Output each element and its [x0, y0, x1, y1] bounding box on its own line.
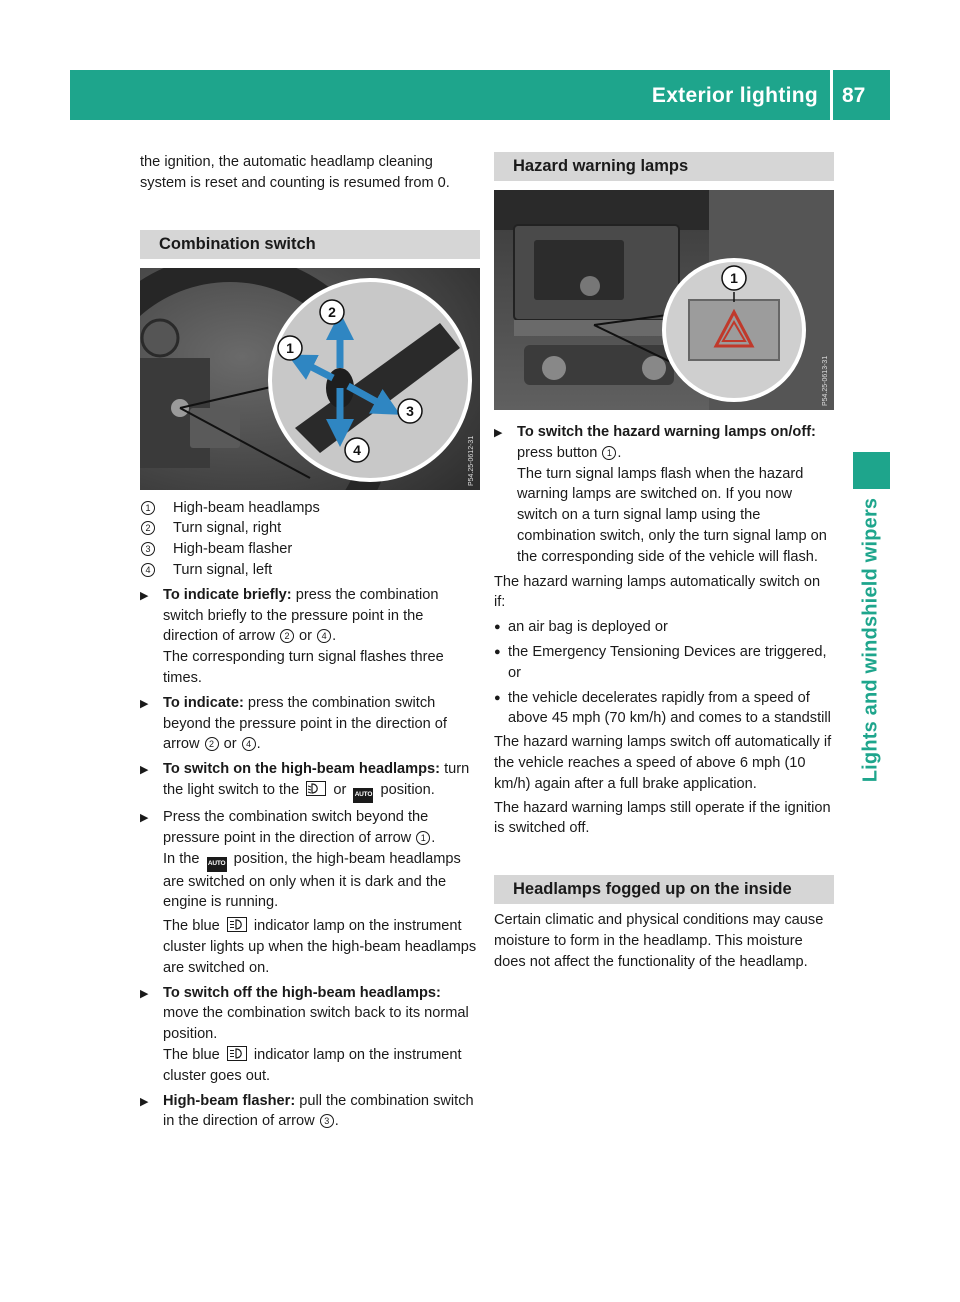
bullet-icon: ●: [494, 645, 501, 658]
hazard-switch-figure: [494, 190, 834, 410]
instruction-arrow-icon: ▶: [140, 1095, 149, 1108]
instruction-text: .: [431, 829, 436, 846]
list-item-text: the Emergency Tensioning Devices are triggered, or: [508, 643, 827, 681]
instruction-note: The blue indicator lamp on the instrument cluster lights up when the high-beam headlamps are switched on.: [163, 918, 477, 976]
bullet-icon: ●: [494, 621, 501, 634]
instruction-arrow-icon: ▶: [140, 764, 149, 777]
legend-number: 2: [141, 521, 155, 535]
ref-number: 2: [205, 737, 219, 751]
instruction-text: press the combination switch briefly to the pressure point in the direction of arrow: [163, 586, 439, 645]
auto-switch-off-text: The hazard warning lamps switch off automatically if the vehicle reaches a speed of above 6 mph (10 km/h) again after a full brake application.: [494, 734, 832, 792]
intro-line-2: system is reset and counting is resumed from 0.: [140, 174, 450, 191]
still-operate-text: The hazard warning lamps still operate if the ignition is switched off.: [494, 799, 831, 837]
ref-number: 2: [280, 629, 294, 643]
instruction-text: move the combination switch back to its normal position.: [163, 1005, 469, 1043]
instruction-note: The corresponding turn signal flashes three times.: [163, 649, 444, 686]
list-item: [494, 688, 834, 730]
ref-number: 1: [602, 446, 616, 460]
ref-number: 3: [320, 1114, 334, 1128]
instruction-text: .: [334, 1113, 339, 1130]
section-title-headlamps-fogged: Headlamps fogged up on the inside: [494, 875, 834, 904]
fog-text: Certain climatic and physical conditions may cause moisture to form in the headlamp. This moisture does not affect the functionality of the headlamp.: [494, 912, 824, 970]
header-divider: [830, 70, 833, 120]
section-title-hazard-warning-lamps: Hazard warning lamps: [494, 152, 834, 181]
high-beam-symbol-icon: [227, 1046, 247, 1061]
page-header: [70, 70, 890, 120]
legend-label: High-beam headlamps: [173, 499, 320, 516]
combination-switch-illustration: [140, 268, 480, 490]
ref-number: 1: [416, 831, 430, 845]
left-column: [140, 152, 480, 1132]
legend-item: [140, 539, 480, 560]
instruction-text: or: [219, 736, 241, 753]
auto-switch-intro: The hazard warning lamps automatically switch on if:: [494, 573, 821, 611]
instruction-indicate: [140, 693, 480, 755]
legend-number: 3: [141, 542, 155, 556]
instruction-text: pull the combination switch in the direction of arrow: [163, 1092, 474, 1130]
callout-2: [320, 300, 344, 324]
svg-text:4: 4: [353, 441, 361, 458]
figure-code: P54.25-0612-31: [468, 435, 475, 486]
legend-item: [140, 498, 480, 519]
instruction-text: position.: [376, 781, 435, 798]
chapter-side-label: Lights and windshield wipers: [859, 497, 882, 783]
instruction-text: .: [617, 444, 622, 461]
instruction-note: The blue indicator lamp on the instrument cluster goes out.: [163, 1046, 462, 1084]
callout-3: [398, 399, 422, 423]
chapter-title: Exterior lighting: [651, 84, 818, 107]
legend-item: [140, 560, 480, 581]
legend-number: 1: [141, 501, 155, 515]
callout-1: [722, 266, 746, 290]
instruction-heading: High-beam flasher:: [163, 1092, 296, 1109]
legend-label: Turn signal, right: [173, 520, 282, 537]
low-beam-symbol-icon: [306, 781, 326, 796]
instruction-heading: To indicate:: [163, 694, 244, 711]
svg-text:1: 1: [730, 270, 738, 286]
instruction-text: press the combination switch beyond the pressure point in the direction of arrow: [163, 694, 447, 753]
legend-item: [140, 518, 480, 539]
intro-line-1: the ignition, the automatic headlamp cleaning: [140, 154, 433, 170]
instruction-arrow-icon: ▶: [140, 987, 149, 1000]
page-number: 87: [842, 84, 866, 107]
instruction-indicate-briefly: [140, 585, 480, 689]
instruction-text: press button: [517, 444, 602, 461]
instruction-heading: To switch on the high-beam headlamps:: [163, 761, 441, 778]
list-item-text: an air bag is deployed or: [508, 619, 668, 636]
instruction-text: .: [256, 736, 261, 753]
ref-number: 4: [242, 737, 256, 751]
callout-1: [278, 336, 302, 360]
instruction-note: In the AUTO position, the high-beam headlamps are switched on only when it is dark and the engine is running.: [163, 850, 461, 911]
hazard-switch-illustration: [494, 190, 834, 410]
list-item: [494, 642, 834, 684]
instruction-heading: To switch off the high-beam headlamps:: [163, 984, 441, 1001]
high-beam-symbol-icon: [227, 917, 247, 932]
instruction-arrow-icon: ▶: [140, 697, 149, 710]
section-title-combination-switch: Combination switch: [140, 230, 480, 259]
instruction-text: Press the combination switch beyond the pressure point in the direction of arrow: [163, 808, 429, 846]
legend-label: High-beam flasher: [173, 541, 293, 558]
instruction-note: The turn signal lamps flash when the hazard warning lamps are switched on. If you now switch on a turn signal lamp using the combination switch, only the turn signal lamp on the corresponding side of the vehicle will flash.: [517, 465, 827, 565]
instruction-arrow-icon: ▶: [140, 589, 149, 602]
instruction-text: or: [295, 628, 317, 645]
figure-code: P54.25-0613-31: [822, 355, 829, 406]
list-item-text: the vehicle decelerates rapidly from a speed of above 45 mph (70 km/h) and comes to a standstill: [508, 689, 831, 727]
svg-text:1: 1: [286, 339, 294, 356]
right-column: [494, 152, 834, 973]
instruction-arrow-icon: ▶: [494, 427, 503, 439]
instruction-heading: To indicate briefly:: [163, 586, 292, 603]
instruction-high-beam-flasher: [140, 1091, 480, 1133]
figure-legend: [140, 498, 480, 581]
combination-switch-figure: [140, 268, 480, 490]
legend-label: Turn signal, left: [173, 561, 273, 578]
svg-text:2: 2: [328, 303, 336, 320]
instruction-heading: To switch the hazard warning lamps on/off:: [517, 424, 816, 440]
bullet-icon: ●: [494, 691, 501, 704]
ref-number: 4: [317, 629, 331, 643]
svg-text:3: 3: [406, 402, 414, 419]
chapter-tab: [853, 452, 890, 489]
instruction-text: or: [329, 781, 351, 798]
instruction-text: .: [332, 628, 337, 645]
instruction-high-beam-on: [140, 759, 480, 803]
instruction-arrow-icon: ▶: [140, 811, 149, 824]
list-item: [494, 617, 834, 638]
auto-symbol-icon: AUTO: [207, 857, 227, 872]
instruction-hazard-on-off: [494, 422, 834, 568]
callout-4: [345, 438, 369, 462]
legend-number: 4: [141, 563, 155, 577]
instruction-high-beam-off: [140, 983, 480, 1087]
instruction-text: turn the light switch to the: [163, 761, 470, 798]
auto-symbol-icon: AUTO: [353, 788, 373, 803]
instruction-press-switch: [140, 807, 480, 979]
